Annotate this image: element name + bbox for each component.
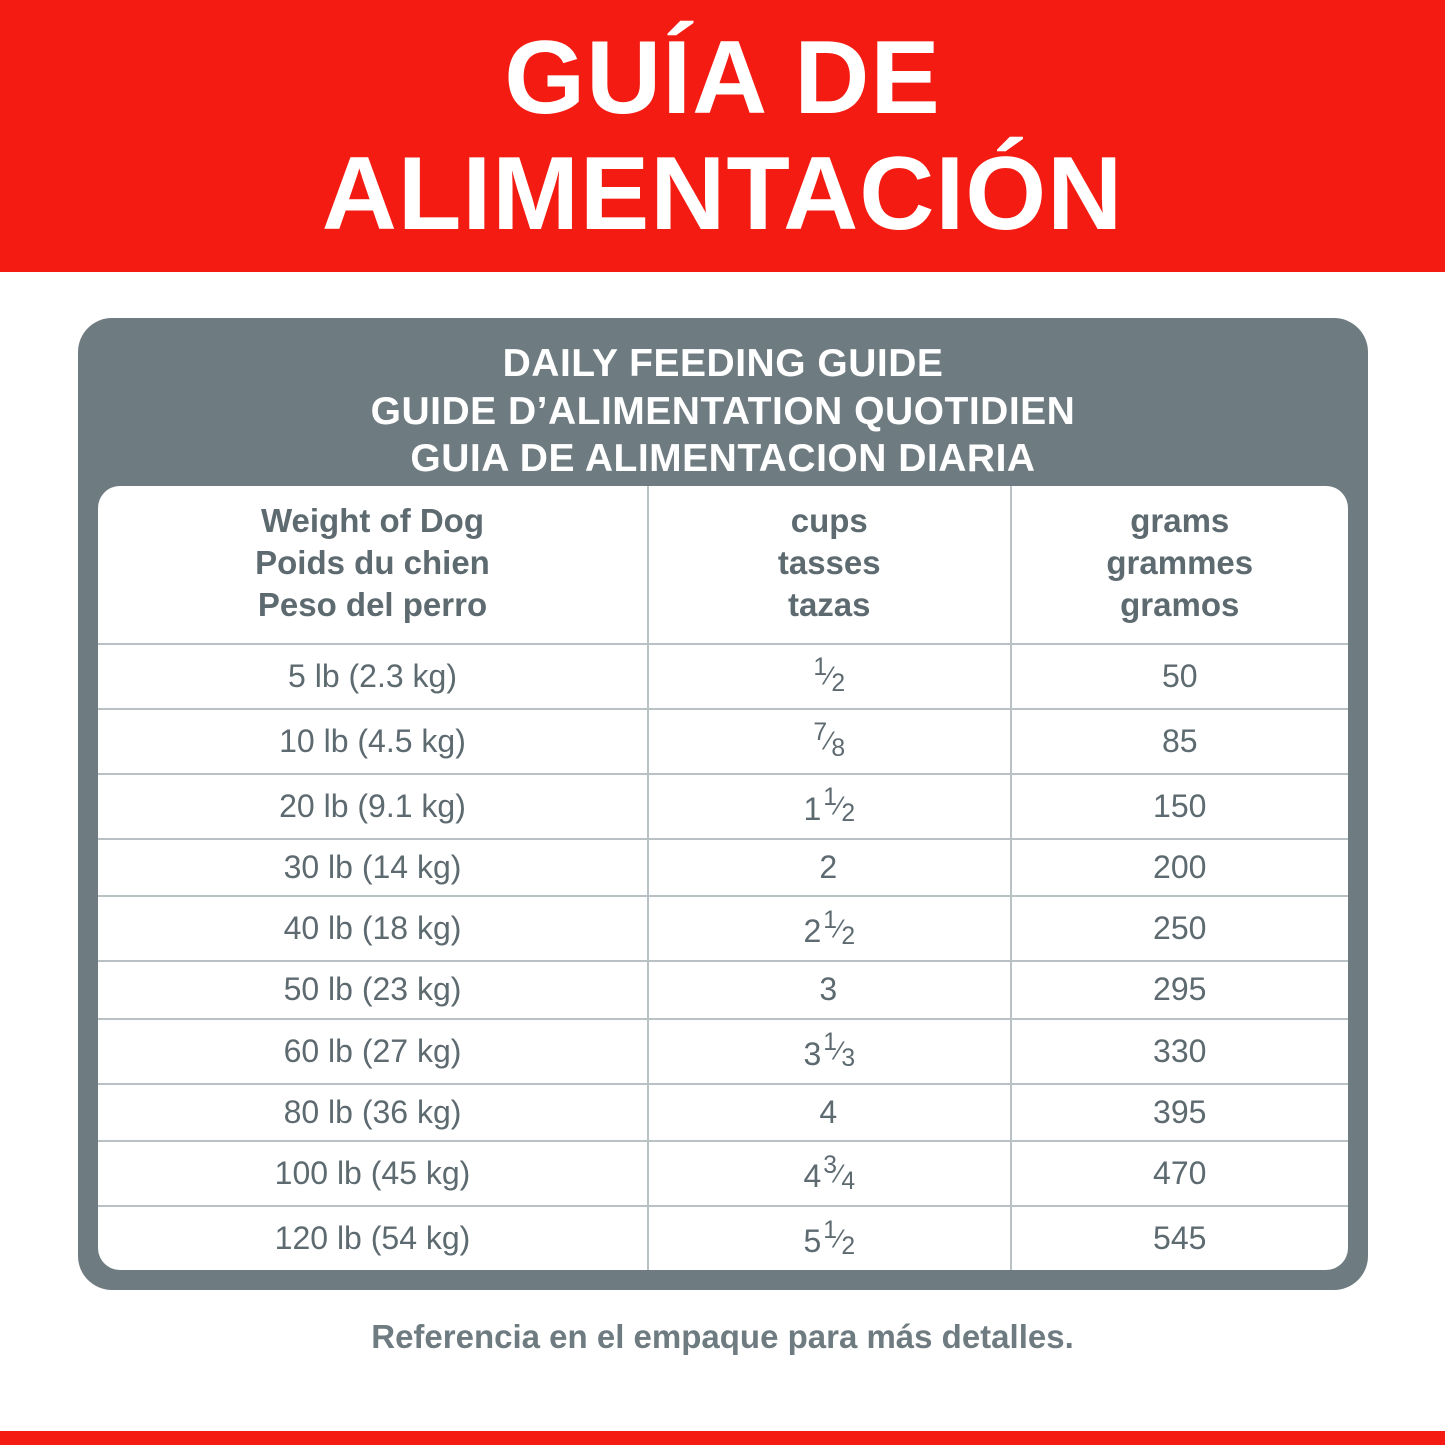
banner-title-line-1: GUÍA DE (504, 20, 941, 136)
cups-whole: 2 (803, 913, 822, 950)
cups-whole: 1 (803, 790, 822, 827)
feeding-guide-card (78, 318, 1368, 1290)
column-header-grams-es: gramos (1120, 586, 1240, 624)
cell-grams: 395 (1011, 1084, 1349, 1141)
cell-weight: 20 lb (9.1 kg) (98, 774, 648, 839)
cell-grams: 330 (1011, 1019, 1349, 1084)
column-header-grams-fr: grammes (1106, 544, 1254, 582)
cups-fraction: $^7⁄_8$ (813, 719, 846, 763)
cell-grams: 470 (1011, 1141, 1349, 1206)
cell-grams: 250 (1011, 896, 1349, 961)
column-header-cups (648, 486, 1011, 644)
card-title-french: GUIDE D’ALIMENTATION QUOTIDIEN (370, 389, 1076, 433)
cups-whole: 4 (803, 1157, 822, 1194)
cell-grams: 545 (1153, 1220, 1207, 1256)
table-row (98, 709, 1348, 774)
cell-cups (648, 709, 1011, 774)
card-title-block (78, 318, 1368, 499)
cell-cups (648, 1019, 1011, 1084)
cell-weight: 5 lb (2.3 kg) (98, 644, 648, 709)
column-header-grams (1011, 486, 1349, 644)
table-row (98, 1206, 1348, 1270)
card-title-spanish: GUIA DE ALIMENTACION DIARIA (410, 437, 1036, 481)
cups-fraction: $^1⁄_3$ (823, 1029, 856, 1073)
feeding-table-body (98, 644, 1348, 1270)
feeding-table-wrapper (98, 486, 1348, 1270)
table-row (98, 644, 1348, 709)
cell-weight: 60 lb (27 kg) (98, 1019, 648, 1084)
cell-cups (648, 839, 1011, 896)
cell-grams: 200 (1011, 839, 1349, 896)
table-row (98, 1141, 1348, 1206)
column-header-weight-en: Weight of Dog (260, 502, 484, 539)
cell-weight: 40 lb (18 kg) (98, 896, 648, 961)
cell-cups (648, 1206, 1011, 1270)
feeding-table (98, 486, 1348, 1270)
table-header-row (98, 486, 1348, 644)
cups-whole: 3 (803, 1035, 822, 1072)
column-header-cups-es: tazas (787, 586, 871, 624)
cell-cups (648, 1084, 1011, 1141)
cell-weight: 30 lb (14 kg) (98, 839, 648, 896)
cell-cups (648, 774, 1011, 839)
table-row (98, 1084, 1348, 1141)
table-row (98, 839, 1348, 896)
cell-weight: 80 lb (36 kg) (98, 1084, 648, 1141)
cell-grams: 85 (1011, 709, 1349, 774)
cups-whole: 2 (819, 849, 838, 886)
cups-fraction: $^1⁄_2$ (823, 784, 856, 828)
cell-grams: 150 (1011, 774, 1349, 839)
cell-cups (648, 1141, 1011, 1206)
cell-weight: 100 lb (45 kg) (98, 1141, 648, 1206)
footer-strip (0, 1431, 1445, 1445)
cups-whole: 3 (819, 971, 838, 1008)
cell-cups (648, 644, 1011, 709)
cups-fraction: $^1⁄_2$ (823, 906, 856, 950)
table-row (98, 961, 1348, 1018)
cell-grams: 50 (1011, 644, 1349, 709)
cell-weight: 10 lb (4.5 kg) (98, 709, 648, 774)
table-row (98, 896, 1348, 961)
column-header-grams-en: grams (1130, 502, 1230, 539)
cell-cups (648, 961, 1011, 1018)
cell-cups (648, 896, 1011, 961)
cups-fraction: $^3⁄_4$ (823, 1151, 856, 1195)
cell-weight: 50 lb (23 kg) (98, 961, 648, 1018)
banner-title-line-2: ALIMENTACIÓN (321, 136, 1124, 252)
column-header-weight (98, 486, 648, 644)
card-title-english: DAILY FEEDING GUIDE (502, 342, 944, 385)
cups-fraction: $^1⁄_2$ (813, 654, 846, 698)
column-header-cups-fr: tasses (777, 544, 881, 582)
column-header-weight-es: Peso del perro (257, 586, 488, 624)
cups-whole: 5 (803, 1222, 822, 1259)
header-banner (0, 0, 1445, 272)
cups-whole: 4 (819, 1093, 838, 1130)
column-header-cups-en: cups (790, 502, 868, 539)
cups-fraction: $^1⁄_2$ (823, 1216, 856, 1260)
column-header-weight-fr: Poids du chien (255, 544, 490, 582)
table-row (98, 1019, 1348, 1084)
cell-grams: 295 (1011, 961, 1349, 1018)
cell-weight: 120 lb (54 kg) (98, 1206, 648, 1270)
table-row (98, 774, 1348, 839)
footnote-text: Referencia en el empaque para más detalles. (371, 1318, 1074, 1355)
